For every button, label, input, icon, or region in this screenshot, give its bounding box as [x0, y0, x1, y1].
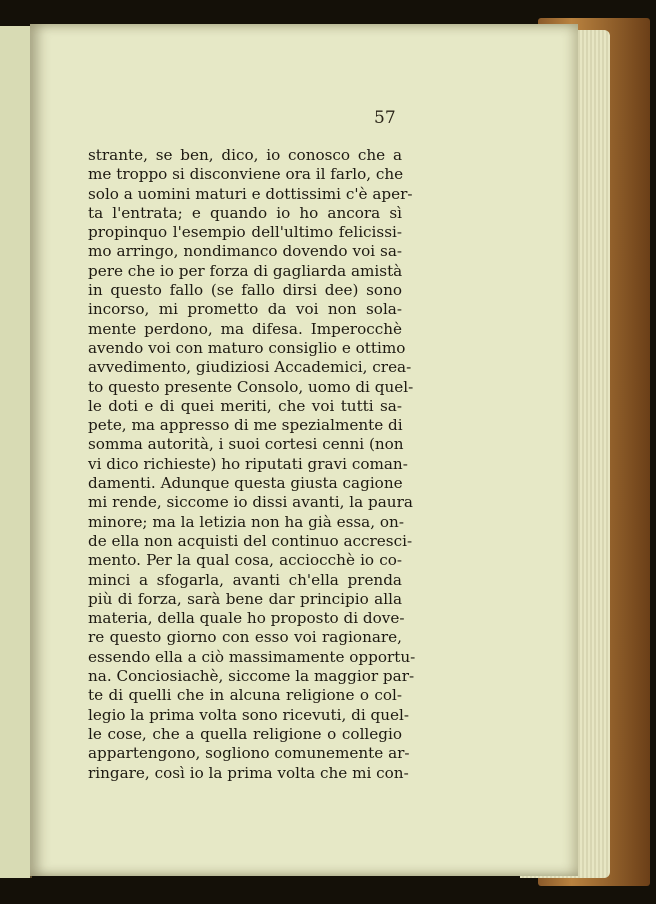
text-line: damenti. Adunque questa giusta cagione: [88, 474, 403, 493]
text-line: pere che io per forza di gagliarda amistà: [88, 261, 403, 280]
text-line: minci a sfogarla, avanti ch'ella prenda: [88, 570, 402, 589]
text-line: ta l'entrata; e quando io ho ancora sì: [88, 203, 402, 222]
text-line: pete, ma appresso di me spezialmente di: [88, 416, 403, 435]
text-line: vi dico richieste) ho riputati gravi coman-: [88, 454, 408, 473]
text-line: mento. Per la qual cosa, acciocchè io co-: [88, 551, 402, 570]
text-line: de ella non acquisti del continuo accresci-: [88, 531, 413, 550]
text-line: re questo giorno con esso voi ragionare,: [88, 628, 402, 647]
text-line: somma autorità, i suoi cortesi cenni (non: [88, 435, 404, 454]
text-line: to questo presente Consolo, uomo di quel-: [88, 377, 414, 396]
text-line: in questo fallo (se fallo dirsi dee) sono: [88, 281, 402, 300]
text-line: materia, della quale ho proposto di dove-: [88, 609, 405, 628]
text-line: le cose, che a quella religione o collegio: [88, 724, 402, 743]
text-line: avendo voi con maturo consiglio e ottimo: [88, 338, 406, 357]
text-line: appartengono, sogliono comunemente ar-: [88, 744, 410, 763]
body-text: [88, 146, 416, 783]
text-line: na. Conciosiachè, siccome la maggior par-: [88, 667, 415, 686]
text-line: strante, se ben, dico, io conosco che a: [88, 146, 402, 164]
text-line: solo a uomini maturi e dottissimi c'è aper-: [88, 184, 413, 203]
text-line: te di quelli che in alcuna religione o col-: [88, 686, 402, 705]
text-line: essendo ella a ciò massimamente opportu-: [88, 647, 416, 666]
text-line: le doti e di quei meriti, che voi tutti sa-: [88, 396, 402, 415]
text-line: mo arringo, nondimanco dovendo voi sa-: [88, 242, 402, 261]
text-line: incorso, mi prometto da voi non sola-: [88, 300, 402, 319]
text-line: propinquo l'esempio dell'ultimo felicissi-: [88, 223, 402, 242]
text-line: mente perdono, ma difesa. Imperocchè: [88, 319, 402, 338]
facing-page-edge: [0, 26, 32, 878]
text-line: minore; ma la letizia non ha già essa, on-: [88, 512, 404, 531]
text-line: me troppo si disconviene ora il farlo, che: [88, 165, 404, 184]
text-line: legio la prima volta sono ricevuti, di quel-: [88, 705, 409, 724]
page-number: 57: [374, 108, 396, 128]
text-line: ringare, così io la prima volta che mi con-: [88, 763, 409, 782]
text-line: più di forza, sarà bene dar principio alla: [88, 589, 402, 608]
text-line: mi rende, siccome io dissi avanti, la paura: [88, 493, 413, 512]
text-line: avvedimento, giudiziosi Accademici, crea-: [88, 358, 412, 377]
